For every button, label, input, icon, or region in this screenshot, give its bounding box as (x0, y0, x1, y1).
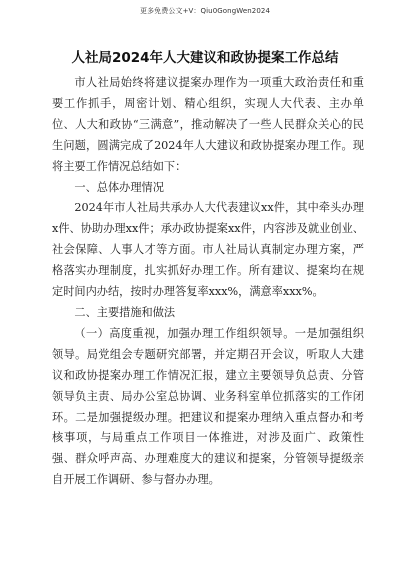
document-body (52, 73, 364, 491)
measures-paragraph: （一）高度重视，加强办理工作组织领导。一是加强组织领导。局党组会专题研究部署，并定期召开会议，听取人大建议和政协提案办理工作情况汇报，建立主要领导负总责、分管领导负主责、局办公室总协调、业务科室单位抓落实的工作闭环。二是加强提级办理。把建议和提案办理纳入重点督办和考核事项，与局重点工作项目一体推进，对涉及面广、政策性强、群众呼声高、办理难度大的建议和提案，分管领导提级亲自开展工作调研、参与督办办理。 (52, 326, 364, 487)
section-heading-measures: 二、主要措施和做法 (74, 305, 176, 319)
overall-paragraph: 2024年市人社局共承办人大代表建议xx件，其中牵头办理x件、协助办理xx件；承办政协提案xx件，内容涉及就业创业、社会保障、人事人才等方面。市人社局认真制定办理方案，严格落实办理制度，扎实抓好办理工作。所有建议、提案均在规定时间内办结，按时办理答复率xxx%，满意率xxx%。 (52, 201, 364, 299)
intro-paragraph: 市人社局始终将建议提案办理作为一项重大政治责任和重要工作抓手，周密计划、精心组织，实现人大代表、主办单位、人大和政协“三满意”，推动解决了一些人民群众关心的民生问题，圆满完成了2024年人大建议和政协提案办理工作。现将主要工作情况总结如下： (52, 76, 364, 173)
header-watermark: 更多免费公文+V：Qiu0GongWen2024 (139, 7, 271, 15)
document-title: 人社局2024年人大建议和政协提案工作总结 (71, 50, 339, 66)
section-heading-overall: 一、总体办理情况 (74, 180, 164, 194)
